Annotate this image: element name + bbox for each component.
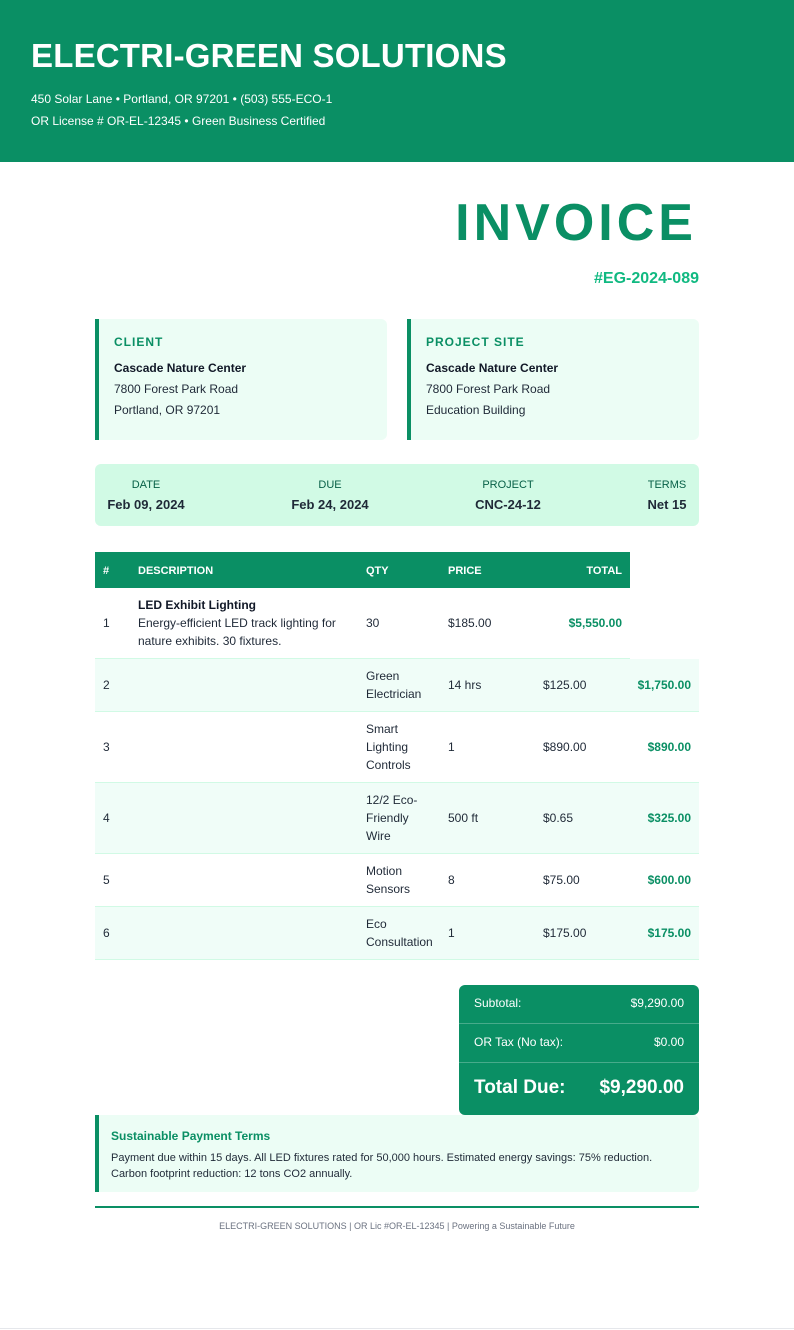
row-number: 6 <box>103 926 110 940</box>
meta-terms-label: TERMS <box>647 479 687 491</box>
item-qty: 8 <box>448 873 455 887</box>
tax-value: $0.00 <box>653 1035 684 1049</box>
row-number: 4 <box>103 811 110 825</box>
site-name: Cascade Nature Center <box>426 361 559 375</box>
terms-heading: Sustainable Payment Terms <box>111 1129 271 1143</box>
meta-project <box>472 479 544 513</box>
client-address-line2: Portland, OR 97201 <box>114 403 221 417</box>
row-number: 1 <box>103 616 110 630</box>
payment-terms-box <box>95 1115 699 1192</box>
company-header <box>0 0 794 162</box>
item-qty: 30 <box>366 616 380 630</box>
site-heading: PROJECT SITE <box>426 335 525 349</box>
item-total: $175.00 <box>647 926 691 940</box>
item-qty: 500 ft <box>448 811 479 825</box>
item-price: $125.00 <box>543 678 587 692</box>
terms-text: Payment due within 15 days. All LED fixtures rated for 50,000 hours. Estimated energy savings: 75% reduction. Carbon footprint reduction: 12 tons CO2 annually. <box>111 1152 653 1180</box>
item-total: $325.00 <box>647 811 691 825</box>
row-number: 5 <box>103 873 110 887</box>
row-number: 3 <box>103 740 110 754</box>
totals-divider <box>459 1023 699 1024</box>
company-license: OR License # OR-EL-12345 • Green Business Certified <box>31 114 326 128</box>
item-total: $5,550.00 <box>568 616 622 630</box>
item-price: $185.00 <box>448 616 492 630</box>
item-title: Motion Sensors <box>366 864 411 896</box>
item-price: $75.00 <box>543 873 580 887</box>
totals-box <box>459 985 699 1115</box>
item-title: Eco Consultation <box>366 917 433 949</box>
client-address-line1: 7800 Forest Park Road <box>114 382 239 396</box>
meta-due-value: Feb 24, 2024 <box>291 497 369 512</box>
row-number: 2 <box>103 678 110 692</box>
header-total: TOTAL <box>586 565 622 577</box>
company-name: ELECTRI-GREEN SOLUTIONS <box>31 37 507 74</box>
site-address-line1: 7800 Forest Park Road <box>426 382 551 396</box>
company-address: 450 Solar Lane • Portland, OR 97201 • (503) 555-ECO-1 <box>31 92 333 106</box>
total-due-row <box>474 1077 684 1099</box>
subtotal-row <box>474 996 684 1010</box>
footer-text: ELECTRI-GREEN SOLUTIONS | OR Lic #OR-EL-12345 | Powering a Sustainable Future <box>219 1221 575 1231</box>
header-qty: QTY <box>366 565 389 577</box>
invoice-number: #EG-2024-089 <box>594 270 699 287</box>
item-qty: 1 <box>448 740 455 754</box>
header-number: # <box>103 565 110 577</box>
tax-label: OR Tax (No tax): <box>474 1035 564 1049</box>
client-box <box>95 319 387 440</box>
item-title: Green Electrician <box>366 669 422 701</box>
site-address-line2: Education Building <box>426 403 526 417</box>
total-due-value: $9,290.00 <box>599 1077 684 1098</box>
page-bottom-divider <box>0 1328 794 1329</box>
tax-row <box>474 1035 684 1049</box>
totals-divider <box>459 1062 699 1063</box>
client-heading: CLIENT <box>114 335 164 349</box>
invoice-title: INVOICE <box>455 194 697 252</box>
meta-due-label: DUE <box>318 479 342 491</box>
header-price: PRICE <box>448 565 482 577</box>
item-price: $175.00 <box>543 926 587 940</box>
project-site-box <box>407 319 699 440</box>
item-total: $890.00 <box>647 740 691 754</box>
item-total: $1,750.00 <box>637 678 691 692</box>
footer-divider <box>95 1206 699 1208</box>
header-description: DESCRIPTION <box>138 565 214 577</box>
meta-date-value: Feb 09, 2024 <box>107 497 185 512</box>
total-due-label: Total Due: <box>474 1077 566 1098</box>
meta-terms <box>644 479 690 513</box>
item-title: LED Exhibit Lighting <box>138 598 256 612</box>
item-price: $0.65 <box>543 811 574 825</box>
item-description: Energy-efficient LED track lighting for nature exhibits. 30 fixtures. <box>138 616 336 648</box>
item-title: Smart Lighting Controls <box>366 722 411 772</box>
meta-project-label: PROJECT <box>482 479 534 491</box>
item-title: 12/2 Eco-Friendly Wire <box>366 793 418 843</box>
item-total: $600.00 <box>647 873 691 887</box>
meta-date <box>107 479 185 513</box>
subtotal-value: $9,290.00 <box>630 996 684 1010</box>
meta-date-label: DATE <box>131 479 161 491</box>
subtotal-label: Subtotal: <box>474 996 522 1010</box>
item-qty: 1 <box>448 926 455 940</box>
item-price: $890.00 <box>543 740 587 754</box>
client-name: Cascade Nature Center <box>114 361 247 375</box>
invoice-meta-bar <box>95 464 699 526</box>
meta-project-value: CNC-24-12 <box>475 497 541 512</box>
meta-due <box>288 479 372 513</box>
item-qty: 14 hrs <box>448 678 482 692</box>
meta-terms-value: Net 15 <box>647 497 687 512</box>
